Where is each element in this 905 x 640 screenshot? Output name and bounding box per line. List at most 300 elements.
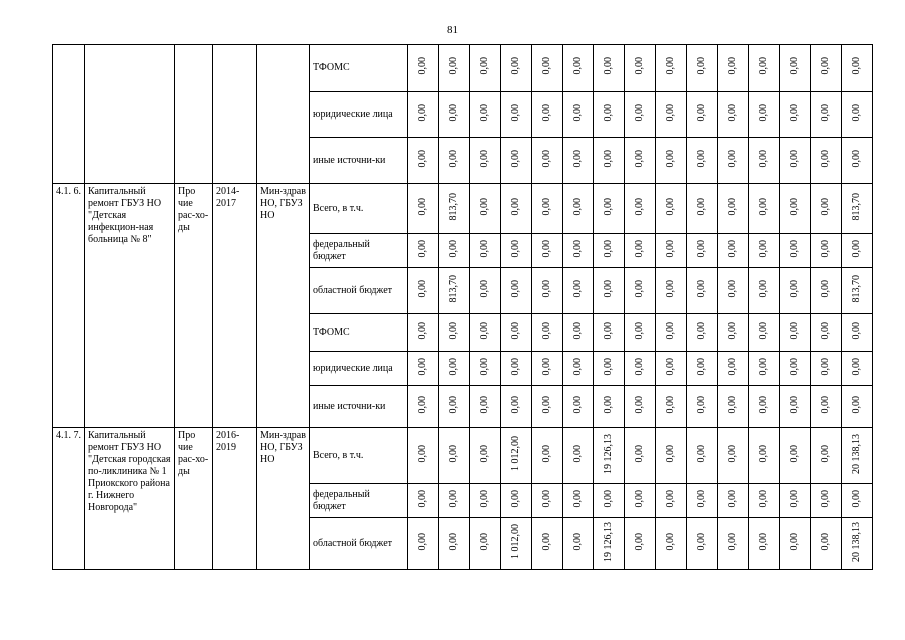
cell-value <box>532 314 563 352</box>
value-text: 0,00 <box>603 279 614 298</box>
cell-value <box>687 484 718 518</box>
table-row <box>53 428 873 484</box>
value-text: 0,00 <box>572 197 583 216</box>
cell-value <box>780 184 811 234</box>
value-text: 0,00 <box>789 149 800 168</box>
cell-value <box>749 234 780 268</box>
cell-source: Всего, в т.ч. <box>310 428 408 484</box>
cell-value <box>501 184 532 234</box>
value-text: 0,00 <box>479 239 490 258</box>
value-text: 0,00 <box>479 149 490 168</box>
value-text: 0,00 <box>510 395 521 414</box>
value-text: 0,00 <box>541 444 552 463</box>
value-text: 0,00 <box>448 149 459 168</box>
cell-value <box>501 92 532 138</box>
value-text: 0,00 <box>696 321 707 340</box>
cell-value <box>563 184 594 234</box>
cell-value <box>439 386 470 428</box>
cell-period: 2014-2017 <box>213 184 257 428</box>
cell-value <box>563 45 594 92</box>
cell-value <box>625 234 656 268</box>
cell-source: ТФОМС <box>310 45 408 92</box>
cell-value <box>718 184 749 234</box>
cell-value <box>594 484 625 518</box>
value-text: 0,00 <box>479 321 490 340</box>
cell-value <box>594 45 625 92</box>
value-text: 0,00 <box>417 357 428 376</box>
cell-value <box>563 386 594 428</box>
value-text: 0,00 <box>572 57 583 75</box>
cell-value <box>594 184 625 234</box>
value-text: 0,00 <box>510 239 521 258</box>
cell-value <box>439 268 470 314</box>
cell-value <box>811 138 842 184</box>
value-text: 0,00 <box>541 239 552 258</box>
cell-value <box>563 268 594 314</box>
value-text: 0,00 <box>510 149 521 168</box>
cell-value <box>842 268 873 314</box>
cell-num <box>53 45 85 184</box>
cell-value <box>780 386 811 428</box>
value-text: 0,00 <box>510 489 521 508</box>
value-text: 0,00 <box>572 489 583 508</box>
cell-num: 4.1. 6. <box>53 184 85 428</box>
cell-value <box>532 234 563 268</box>
value-text: 0,00 <box>820 197 831 216</box>
cell-value <box>594 386 625 428</box>
cell-value <box>532 352 563 386</box>
value-text: 0,00 <box>572 532 583 551</box>
value-text: 0,00 <box>479 532 490 551</box>
value-text: 813,70 <box>851 274 862 303</box>
value-text: 1 012,00 <box>510 436 521 471</box>
value-text: 0,00 <box>696 197 707 216</box>
value-text: 0,00 <box>665 279 676 298</box>
budget-table <box>52 44 873 570</box>
value-text: 0,00 <box>851 57 862 75</box>
value-text: 0,00 <box>696 57 707 75</box>
cell-value <box>532 484 563 518</box>
cell-source: областной бюджет <box>310 268 408 314</box>
value-text: 0,00 <box>696 532 707 551</box>
value-text: 0,00 <box>820 57 831 75</box>
cell-value <box>842 518 873 570</box>
cell-value <box>470 386 501 428</box>
cell-value <box>408 518 439 570</box>
value-text: 0,00 <box>758 57 769 75</box>
cell-value <box>656 268 687 314</box>
cell-value <box>625 268 656 314</box>
cell-source: ТФОМС <box>310 314 408 352</box>
value-text: 0,00 <box>448 489 459 508</box>
value-text: 0,00 <box>417 489 428 508</box>
value-text: 0,00 <box>851 103 862 122</box>
value-text: 0,00 <box>510 103 521 122</box>
value-text: 0,00 <box>572 444 583 463</box>
cell-value <box>718 92 749 138</box>
value-text: 0,00 <box>510 57 521 75</box>
value-text: 0,00 <box>820 489 831 508</box>
value-text: 0,00 <box>634 279 645 298</box>
value-text: 0,00 <box>665 357 676 376</box>
value-text: 0,00 <box>479 103 490 122</box>
value-text: 0,00 <box>634 103 645 122</box>
cell-value <box>749 314 780 352</box>
cell-value <box>625 484 656 518</box>
value-text: 0,00 <box>572 395 583 414</box>
value-text: 0,00 <box>417 279 428 298</box>
value-text: 0,00 <box>820 279 831 298</box>
cell-name: Капитальный ремонт ГБУЗ НО "Детская городская по-ликлиника № 1 Приокского района г. Нижнего Новгорода" <box>85 428 175 570</box>
cell-value <box>687 268 718 314</box>
cell-value <box>439 184 470 234</box>
cell-executor <box>257 45 310 184</box>
value-text: 0,00 <box>789 57 800 75</box>
value-text: 0,00 <box>727 279 738 298</box>
value-text: 0,00 <box>479 57 490 75</box>
cell-value <box>718 234 749 268</box>
cell-value <box>811 45 842 92</box>
cell-source: федеральный бюджет <box>310 484 408 518</box>
cell-value <box>594 352 625 386</box>
value-text: 0,00 <box>541 103 552 122</box>
value-text: 0,00 <box>603 103 614 122</box>
cell-value <box>687 428 718 484</box>
cell-value <box>749 184 780 234</box>
value-text: 0,00 <box>479 489 490 508</box>
cell-value <box>749 518 780 570</box>
cell-value <box>687 352 718 386</box>
value-text: 0,00 <box>417 149 428 168</box>
value-text: 0,00 <box>634 57 645 75</box>
value-text: 0,00 <box>541 532 552 551</box>
value-text: 0,00 <box>820 532 831 551</box>
value-text: 0,00 <box>820 357 831 376</box>
cell-value <box>470 484 501 518</box>
value-text: 0,00 <box>479 197 490 216</box>
cell-value <box>501 518 532 570</box>
value-text: 0,00 <box>727 444 738 463</box>
cell-value <box>842 234 873 268</box>
cell-executor: Мин-здрав НО, ГБУЗ НО <box>257 428 310 570</box>
value-text: 0,00 <box>758 149 769 168</box>
value-text: 0,00 <box>789 444 800 463</box>
cell-source: юридические лица <box>310 92 408 138</box>
cell-value <box>470 184 501 234</box>
value-text: 0,00 <box>417 444 428 463</box>
cell-value <box>439 92 470 138</box>
value-text: 0,00 <box>727 197 738 216</box>
value-text: 0,00 <box>634 321 645 340</box>
value-text: 0,00 <box>696 444 707 463</box>
cell-value <box>749 428 780 484</box>
cell-value <box>656 352 687 386</box>
cell-value <box>811 184 842 234</box>
cell-value <box>439 138 470 184</box>
cell-value <box>780 352 811 386</box>
cell-value <box>749 92 780 138</box>
cell-value <box>718 484 749 518</box>
value-text: 0,00 <box>634 444 645 463</box>
cell-value <box>656 386 687 428</box>
cell-value <box>687 138 718 184</box>
cell-value <box>439 484 470 518</box>
cell-period: 2016-2019 <box>213 428 257 570</box>
cell-value <box>780 518 811 570</box>
cell-value <box>408 352 439 386</box>
value-text: 0,00 <box>696 149 707 168</box>
value-text: 20 138,13 <box>851 521 862 562</box>
cell-value <box>501 268 532 314</box>
value-text: 0,00 <box>603 197 614 216</box>
value-text: 0,00 <box>634 239 645 258</box>
cell-value <box>687 184 718 234</box>
value-text: 0,00 <box>417 395 428 414</box>
cell-value <box>408 184 439 234</box>
value-text: 0,00 <box>479 357 490 376</box>
cell-value <box>842 428 873 484</box>
cell-value <box>408 234 439 268</box>
value-text: 0,00 <box>572 279 583 298</box>
cell-category: Про чие рас-хо-ды <box>175 428 213 570</box>
value-text: 0,00 <box>789 239 800 258</box>
cell-value <box>501 314 532 352</box>
cell-value <box>408 268 439 314</box>
cell-value <box>780 314 811 352</box>
cell-value <box>780 428 811 484</box>
cell-value <box>718 268 749 314</box>
cell-value <box>470 268 501 314</box>
cell-value <box>532 138 563 184</box>
cell-value <box>563 428 594 484</box>
value-text: 0,00 <box>820 395 831 414</box>
cell-value <box>625 352 656 386</box>
value-text: 0,00 <box>417 57 428 75</box>
cell-value <box>594 428 625 484</box>
table-row <box>53 45 873 92</box>
value-text: 0,00 <box>572 149 583 168</box>
cell-value <box>563 138 594 184</box>
value-text: 0,00 <box>479 444 490 463</box>
cell-source: Всего, в т.ч. <box>310 184 408 234</box>
value-text: 0,00 <box>448 395 459 414</box>
cell-value <box>625 314 656 352</box>
cell-value <box>594 138 625 184</box>
value-text: 0,00 <box>634 395 645 414</box>
cell-value <box>470 234 501 268</box>
cell-value <box>470 428 501 484</box>
cell-value <box>718 428 749 484</box>
value-text: 0,00 <box>758 357 769 376</box>
cell-value <box>842 314 873 352</box>
value-text: 0,00 <box>727 395 738 414</box>
cell-value <box>501 138 532 184</box>
value-text: 0,00 <box>789 357 800 376</box>
cell-value <box>439 518 470 570</box>
cell-value <box>656 518 687 570</box>
cell-value <box>656 234 687 268</box>
table-row <box>53 184 873 234</box>
cell-value <box>780 484 811 518</box>
cell-value <box>749 484 780 518</box>
value-text: 0,00 <box>696 357 707 376</box>
cell-value <box>625 184 656 234</box>
cell-value <box>842 386 873 428</box>
cell-value <box>718 138 749 184</box>
cell-value <box>718 386 749 428</box>
value-text: 0,00 <box>634 489 645 508</box>
value-text: 0,00 <box>696 489 707 508</box>
value-text: 0,00 <box>603 57 614 75</box>
cell-value <box>594 234 625 268</box>
cell-source: иные источни-ки <box>310 138 408 184</box>
value-text: 0,00 <box>541 149 552 168</box>
value-text: 0,00 <box>665 197 676 216</box>
cell-value <box>439 314 470 352</box>
value-text: 0,00 <box>758 197 769 216</box>
cell-value <box>532 268 563 314</box>
cell-name <box>85 45 175 184</box>
value-text: 0,00 <box>727 103 738 122</box>
cell-value <box>408 484 439 518</box>
value-text: 0,00 <box>758 279 769 298</box>
cell-value <box>842 92 873 138</box>
cell-value <box>656 138 687 184</box>
value-text: 0,00 <box>727 532 738 551</box>
value-text: 0,00 <box>696 103 707 122</box>
cell-value <box>811 386 842 428</box>
cell-value <box>811 268 842 314</box>
value-text: 0,00 <box>758 532 769 551</box>
cell-value <box>501 386 532 428</box>
cell-value <box>563 314 594 352</box>
cell-value <box>780 45 811 92</box>
value-text: 0,00 <box>572 239 583 258</box>
cell-category: Про чие рас-хо-ды <box>175 184 213 428</box>
cell-value <box>811 484 842 518</box>
value-text: 0,00 <box>541 279 552 298</box>
value-text: 0,00 <box>665 321 676 340</box>
value-text: 0,00 <box>603 357 614 376</box>
cell-value <box>594 92 625 138</box>
value-text: 0,00 <box>727 489 738 508</box>
cell-value <box>439 45 470 92</box>
value-text: 0,00 <box>541 197 552 216</box>
cell-value <box>625 386 656 428</box>
cell-value <box>842 352 873 386</box>
cell-value <box>656 184 687 234</box>
value-text: 813,70 <box>851 192 862 221</box>
cell-value <box>811 314 842 352</box>
cell-value <box>687 92 718 138</box>
value-text: 0,00 <box>603 395 614 414</box>
cell-value <box>811 234 842 268</box>
value-text: 0,00 <box>665 532 676 551</box>
cell-value <box>718 518 749 570</box>
cell-value <box>656 92 687 138</box>
value-text: 0,00 <box>851 321 862 340</box>
cell-value <box>501 45 532 92</box>
cell-value <box>811 92 842 138</box>
value-text: 0,00 <box>851 149 862 168</box>
cell-value <box>656 314 687 352</box>
value-text: 0,00 <box>789 279 800 298</box>
cell-value <box>532 45 563 92</box>
cell-value <box>501 352 532 386</box>
cell-value <box>532 428 563 484</box>
cell-value <box>718 352 749 386</box>
value-text: 0,00 <box>820 321 831 340</box>
value-text: 813,70 <box>448 192 459 221</box>
value-text: 0,00 <box>541 395 552 414</box>
cell-value <box>408 45 439 92</box>
value-text: 0,00 <box>541 321 552 340</box>
cell-value <box>687 234 718 268</box>
cell-value <box>408 314 439 352</box>
cell-value <box>811 518 842 570</box>
cell-source: иные источни-ки <box>310 386 408 428</box>
cell-value <box>470 314 501 352</box>
value-text: 0,00 <box>417 321 428 340</box>
value-text: 0,00 <box>448 239 459 258</box>
cell-value <box>811 352 842 386</box>
value-text: 0,00 <box>789 197 800 216</box>
cell-num: 4.1. 7. <box>53 428 85 570</box>
value-text: 0,00 <box>448 444 459 463</box>
value-text: 0,00 <box>727 149 738 168</box>
cell-value <box>842 45 873 92</box>
value-text: 0,00 <box>603 149 614 168</box>
cell-value <box>470 352 501 386</box>
value-text: 0,00 <box>541 57 552 75</box>
value-text: 0,00 <box>758 444 769 463</box>
value-text: 0,00 <box>665 489 676 508</box>
value-text: 0,00 <box>758 103 769 122</box>
value-text: 0,00 <box>789 395 800 414</box>
cell-executor: Мин-здрав НО, ГБУЗ НО <box>257 184 310 428</box>
cell-category <box>175 45 213 184</box>
cell-value <box>563 484 594 518</box>
value-text: 0,00 <box>851 357 862 376</box>
cell-value <box>749 45 780 92</box>
cell-value <box>687 314 718 352</box>
cell-value <box>656 45 687 92</box>
value-text: 0,00 <box>727 357 738 376</box>
value-text: 0,00 <box>448 321 459 340</box>
value-text: 0,00 <box>634 357 645 376</box>
cell-value <box>408 386 439 428</box>
cell-value <box>656 428 687 484</box>
value-text: 0,00 <box>727 321 738 340</box>
value-text: 0,00 <box>603 321 614 340</box>
page-number: 81 <box>447 24 458 36</box>
value-text: 0,00 <box>448 103 459 122</box>
value-text: 0,00 <box>789 489 800 508</box>
value-text: 0,00 <box>789 321 800 340</box>
value-text: 0,00 <box>603 239 614 258</box>
value-text: 0,00 <box>603 489 614 508</box>
value-text: 0,00 <box>789 103 800 122</box>
value-text: 20 138,13 <box>851 433 862 474</box>
cell-value <box>594 314 625 352</box>
cell-value <box>842 484 873 518</box>
cell-value <box>749 268 780 314</box>
value-text: 0,00 <box>696 279 707 298</box>
cell-value <box>594 518 625 570</box>
value-text: 0,00 <box>572 321 583 340</box>
value-text: 0,00 <box>572 357 583 376</box>
cell-period <box>213 45 257 184</box>
